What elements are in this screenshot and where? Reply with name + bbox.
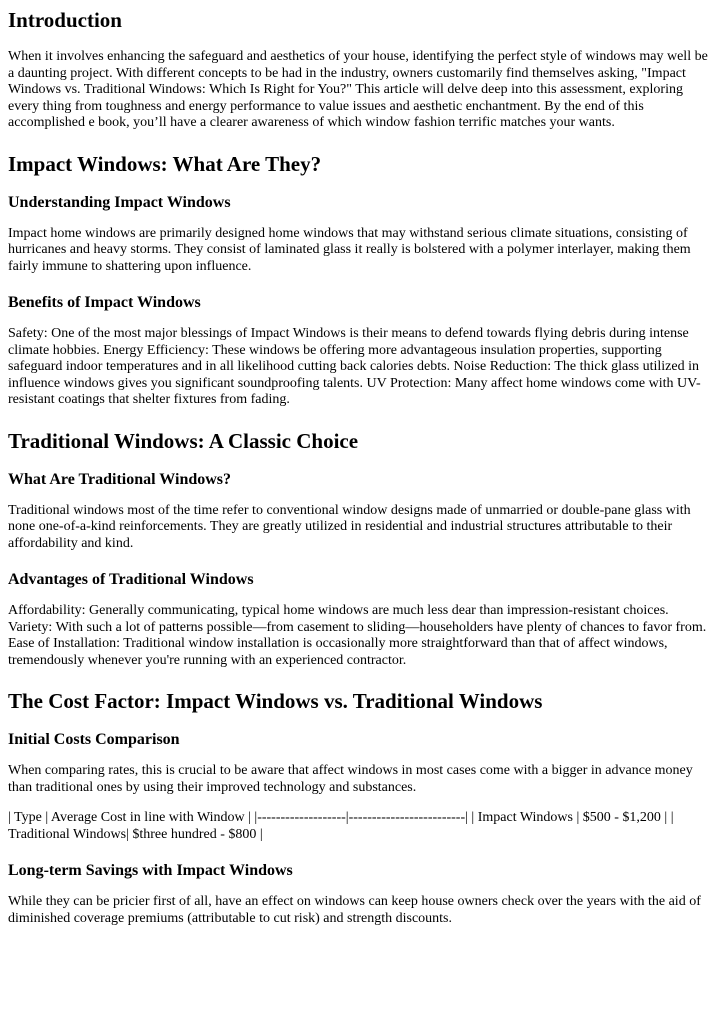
cost-table-text: | Type | Average Cost in line with Window | |-------------------|-------------------------| | Impact Windows | $500 - $1,200 | | Traditional Windows| $three hundred - $800 |	[8, 810, 674, 842]
traditional-windows-heading: Traditional Windows: A Classic Choice	[8, 428, 359, 453]
long-term-savings-heading: Long-term Savings with Impact Windows	[8, 862, 293, 879]
benefits-impact-heading: Benefits of Impact Windows	[8, 294, 201, 311]
intro-heading: Introduction	[8, 8, 122, 32]
advantages-traditional-paragraph: Affordability: Generally communicating, typical home windows are much less dear than impression-resistant choices. Variety: With such a lot of patterns possible—from casement to sliding—householders have plenty of chances to favor from. Ease of Installation: Traditional window installation is occasionally more straightforward than that of affect windows, tremendously whenever you're running with an experienced contractor.	[8, 603, 707, 668]
intro-paragraph: When it involves enhancing the safeguard and aesthetics of your house, identifying the perfect style of windows may well be a daunting project. With different concepts to be had in the industry, owners customarily find themselves asking, "Impact Windows vs. Traditional Windows: Which Is Right for You?" This article will delve deep into this assessment, exploring every thing from toughness and energy performance to value issues and aesthetic enchantment. By the end of this accomplished e book, you’ll have a clearer awareness of which window fashion terrific matches your wants.	[8, 49, 708, 130]
benefits-impact-paragraph: Safety: One of the most major blessings of Impact Windows is their means to defend towards flying debris during intense climate hobbies. Energy Efficiency: These windows be offering more advantageous insulation properties, supporting safeguard indoor temperatures and in all likelihood cutting back calories debts. Noise Reduction: The thick glass utilized in influence windows gives you significant soundproofing talents. UV Protection: Many affect home windows come with UV-resistant coatings that shelter fixtures from fading.	[8, 326, 701, 407]
understanding-impact-heading: Understanding Impact Windows	[8, 193, 231, 211]
impact-windows-heading: Impact Windows: What Are They?	[8, 151, 322, 176]
initial-costs-paragraph: When comparing rates, this is crucial to be aware that affect windows in most cases come with a bigger in advance money than traditional ones by using their improved technology and substances.	[8, 763, 693, 795]
advantages-traditional-heading: Advantages of Traditional Windows	[8, 571, 254, 588]
understanding-impact-paragraph: Impact home windows are primarily designed home windows that may withstand serious climate situations, consisting of hurricanes and heavy storms. They consist of laminated glass it really is bolstered with a polymer interlayer, making them fairly immune to shattering upon influence.	[8, 225, 691, 274]
long-term-savings-paragraph: While they can be pricier first of all, have an effect on windows can keep house owners check over the years with the aid of diminished coverage premiums (attributable to cut risk) and strength discounts.	[8, 894, 701, 926]
what-traditional-paragraph: Traditional windows most of the time refer to conventional window designs made of unmarried or double-pane glass with none one-of-a-kind reinforcements. They are greatly utilized in residential and industrial structures attributable to their affordability and kind.	[8, 502, 691, 551]
what-traditional-heading: What Are Traditional Windows?	[8, 470, 232, 488]
cost-factor-heading: The Cost Factor: Impact Windows vs. Traditional Windows	[8, 689, 543, 713]
initial-costs-heading: Initial Costs Comparison	[8, 731, 180, 748]
